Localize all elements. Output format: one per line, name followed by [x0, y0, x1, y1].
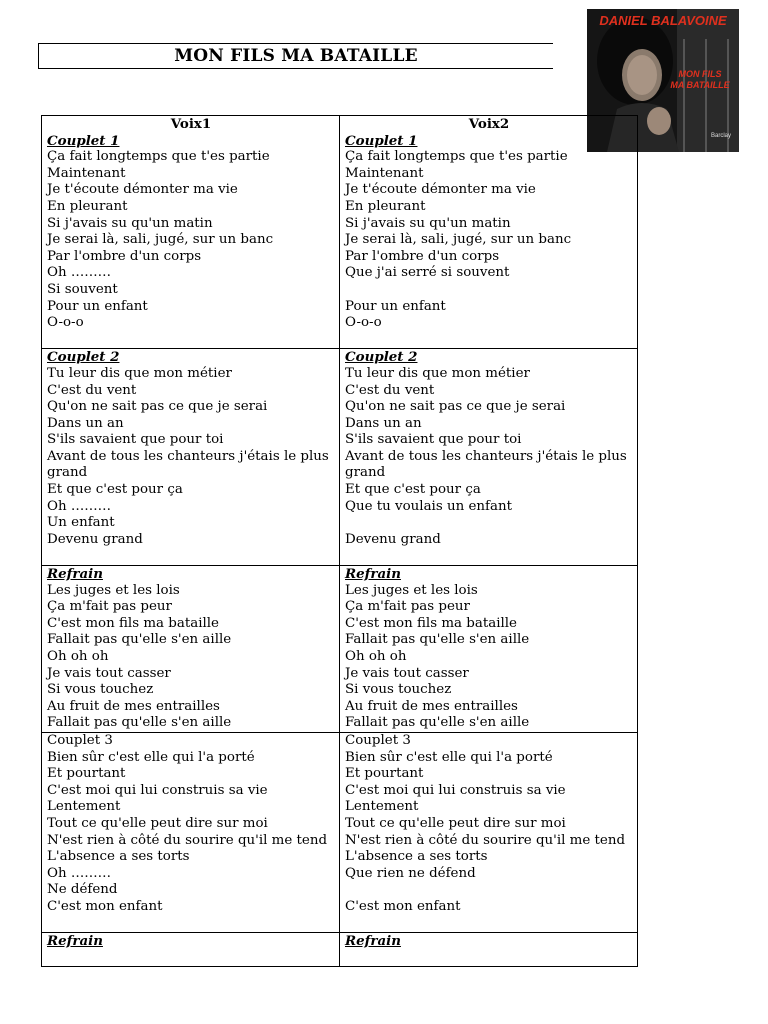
section-title: Refrain	[345, 566, 401, 583]
lyric-line: Au fruit de mes entrailles	[345, 698, 518, 714]
lyric-line: L'absence a ses torts	[47, 849, 190, 865]
lyric-line: Si j'avais su qu'un matin	[345, 215, 511, 231]
lyric-line: Et pourtant	[47, 766, 126, 782]
lyric-line: Tu leur dis que mon métier	[345, 365, 530, 381]
section-title: Couplet 2	[47, 349, 120, 366]
voix2-cell	[340, 116, 638, 349]
lyric-line: C'est mon fils ma bataille	[47, 615, 219, 631]
cover-album-line2: MA BATAILLE	[670, 80, 730, 90]
lyric-line: Que rien ne défend	[345, 865, 476, 881]
lyric-line: S'ils savaient que pour toi	[345, 432, 522, 448]
lyric-line: Avant de tous les chanteurs j'étais le plus grand	[345, 448, 627, 481]
section-title: Couplet 2	[345, 349, 418, 366]
lyric-line: Qu'on ne sait pas ce que je serai	[345, 399, 566, 415]
cover-artist: DANIEL BALAVOINE	[599, 13, 727, 28]
lyric-line: En pleurant	[47, 198, 128, 214]
lyric-line: Au fruit de mes entrailles	[47, 698, 220, 714]
lyric-line	[47, 916, 335, 933]
lyric-line: Oh ………	[47, 498, 112, 514]
section-row	[42, 732, 638, 932]
lyric-line: N'est rien à côté du sourire qu'il me tend	[345, 832, 626, 848]
lyric-line: Fallait pas qu'elle s'en aille	[345, 632, 530, 648]
lyric-line: Fallait pas qu'elle s'en aille	[47, 632, 232, 648]
page-title: MON FILS MA BATAILLE	[174, 46, 418, 66]
lyric-line: Les juges et les lois	[345, 582, 478, 598]
voix2-cell	[340, 566, 638, 733]
lyric-line: Devenu grand	[345, 531, 441, 547]
voix2-header: Voix2	[468, 116, 510, 132]
lyric-line: Si j'avais su qu'un matin	[47, 215, 213, 231]
lyric-line: Dans un an	[47, 415, 124, 431]
section-title: Couplet 1	[47, 132, 120, 149]
voix2-cell	[340, 732, 638, 932]
lyric-line: En pleurant	[345, 198, 426, 214]
voix1-header: Voix1	[170, 116, 212, 132]
lyric-line: Oh oh oh	[345, 649, 407, 664]
lyric-line: C'est mon fils ma bataille	[345, 615, 517, 631]
lyric-line	[345, 515, 633, 532]
lyric-line: Qu'on ne sait pas ce que je serai	[47, 399, 268, 415]
lyric-line: Je t'écoute démonter ma vie	[47, 182, 238, 198]
lyric-line: Je vais tout casser	[345, 665, 469, 681]
lyric-line: Tout ce qu'elle peut dire sur moi	[47, 815, 268, 831]
lyric-line: Fallait pas qu'elle s'en aille	[47, 715, 232, 731]
lyric-line: Et que c'est pour ça	[47, 482, 183, 498]
voix1-cell	[42, 349, 340, 566]
header-row	[42, 116, 638, 349]
lyric-line: Je vais tout casser	[47, 665, 171, 681]
section-row	[42, 933, 638, 967]
lyric-line: Je serai là, sali, jugé, sur un banc	[345, 232, 572, 248]
lyric-line: Un enfant	[47, 515, 115, 531]
lyric-line: Je serai là, sali, jugé, sur un banc	[47, 232, 274, 248]
lyric-line: Que j'ai serré si souvent	[345, 265, 510, 281]
lyric-line: Oh ………	[47, 865, 112, 881]
lyric-line	[47, 548, 335, 565]
lyric-line: Maintenant	[345, 165, 424, 181]
lyric-line: Fallait pas qu'elle s'en aille	[345, 715, 530, 731]
lyric-line	[345, 916, 633, 933]
section-title: Refrain	[345, 933, 401, 950]
lyric-line: Bien sûr c'est elle qui l'a porté	[345, 749, 553, 765]
lyric-line: Par l'ombre d'un corps	[345, 248, 500, 264]
lyric-line	[345, 548, 633, 565]
lyric-line: L'absence a ses torts	[345, 849, 488, 865]
lyric-line: C'est mon enfant	[345, 898, 461, 914]
lyric-line: Bien sûr c'est elle qui l'a porté	[47, 749, 255, 765]
section-title: Refrain	[47, 933, 103, 950]
section-title: Couplet 3	[345, 732, 411, 748]
title-box	[38, 43, 553, 69]
lyric-line: Ça m'fait pas peur	[345, 599, 470, 615]
lyric-line: Pour un enfant	[345, 298, 446, 314]
lyric-line: C'est du vent	[47, 382, 137, 398]
lyric-line: Ça fait longtemps que t'es partie	[47, 149, 270, 165]
section-row	[42, 566, 638, 733]
lyric-line: C'est du vent	[345, 382, 435, 398]
lyric-line	[345, 882, 633, 899]
section-title: Refrain	[47, 566, 103, 583]
lyric-line: Oh oh oh	[47, 649, 109, 664]
cover-label: Barclay	[710, 133, 732, 139]
lyric-line: O-o-o	[47, 315, 84, 331]
lyric-line: Les juges et les lois	[47, 582, 180, 598]
lyric-line: Et pourtant	[345, 766, 424, 782]
lyric-line: Avant de tous les chanteurs j'étais le plus grand	[47, 448, 329, 481]
lyric-line: Lentement	[47, 799, 121, 815]
voix1-cell	[42, 732, 340, 932]
lyric-line: Si vous touchez	[47, 682, 154, 698]
lyric-line	[345, 332, 633, 349]
voix2-cell	[340, 349, 638, 566]
lyric-line	[47, 332, 335, 349]
voix1-cell	[42, 933, 340, 967]
lyric-line: Ne défend	[47, 882, 118, 898]
lyric-line: Tout ce qu'elle peut dire sur moi	[345, 815, 566, 831]
section-row	[42, 349, 638, 566]
lyrics-table-body	[42, 116, 638, 967]
lyric-line: C'est moi qui lui construis sa vie	[47, 782, 268, 798]
cover-album-line1: MON FILS	[678, 69, 722, 79]
lyric-line: C'est mon enfant	[47, 898, 163, 914]
lyric-line: Ça m'fait pas peur	[47, 599, 172, 615]
lyric-line: Si vous touchez	[345, 682, 452, 698]
voix1-cell	[42, 116, 340, 349]
section-title: Couplet 3	[47, 732, 113, 748]
voix2-cell	[340, 933, 638, 967]
lyric-line: Par l'ombre d'un corps	[47, 248, 202, 264]
lyric-line: O-o-o	[345, 315, 382, 331]
lyric-line: Oh ………	[47, 265, 112, 281]
lyric-line	[345, 950, 633, 967]
lyric-line: S'ils savaient que pour toi	[47, 432, 224, 448]
lyric-line: Je t'écoute démonter ma vie	[345, 182, 536, 198]
lyric-line: Maintenant	[47, 165, 126, 181]
lyric-line: Devenu grand	[47, 531, 143, 547]
lyric-line: Ça fait longtemps que t'es partie	[345, 149, 568, 165]
lyric-line: Que tu voulais un enfant	[345, 498, 512, 514]
lyrics-table	[41, 115, 638, 967]
lyric-line: Dans un an	[345, 415, 422, 431]
lyric-line: Si souvent	[47, 281, 118, 297]
lyric-line	[345, 282, 633, 299]
lyric-line: Pour un enfant	[47, 298, 148, 314]
section-title: Couplet 1	[345, 132, 418, 149]
voix1-cell	[42, 566, 340, 733]
lyric-line: Lentement	[345, 799, 419, 815]
lyric-line: Et que c'est pour ça	[345, 482, 481, 498]
lyric-line: Tu leur dis que mon métier	[47, 365, 232, 381]
lyric-line: C'est moi qui lui construis sa vie	[345, 782, 566, 798]
lyric-line: N'est rien à côté du sourire qu'il me tend	[47, 832, 328, 848]
lyric-line	[47, 950, 335, 967]
